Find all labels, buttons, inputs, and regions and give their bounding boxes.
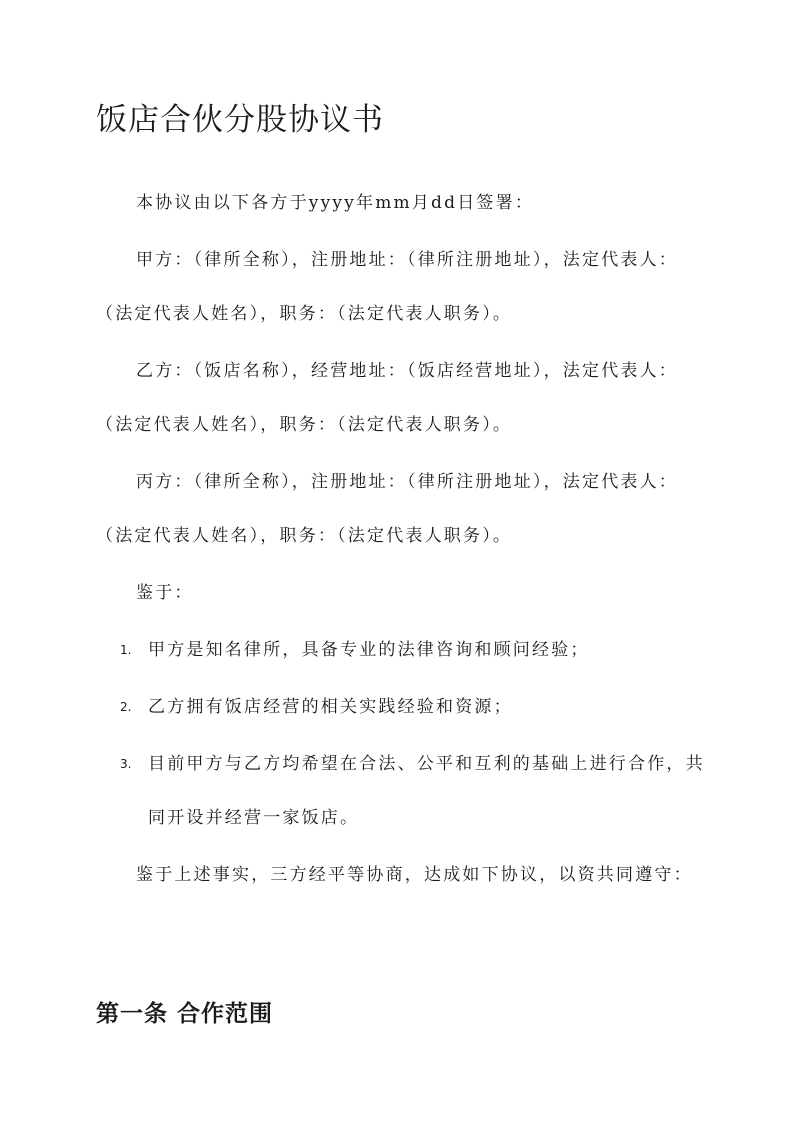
list-item (96, 623, 706, 677)
list-item (96, 737, 706, 845)
list-item-number: 1. (120, 643, 132, 657)
list-item-number: 3. (120, 757, 132, 771)
document-title: 饭店合伙分股协议书 (96, 102, 384, 138)
party-a-paragraph: 甲方：（律所全称），注册地址：（律所注册地址），法定代表人：（法定代表人姓名），职务：（法定代表人职务）。 (96, 250, 678, 324)
list-item (96, 680, 706, 734)
section-heading: 第一条 合作范围 (96, 1000, 274, 1027)
list-item-text: 乙方拥有饭店经营的相关实践经验和资源； (148, 697, 513, 717)
list-item-text: 甲方是知名律所，具备专业的法律咨询和顾问经验； (148, 640, 590, 660)
document-body (96, 176, 706, 905)
party-c-paragraph: 丙方：（律所全称），注册地址：（律所注册地址），法定代表人：（法定代表人姓名），职务：（法定代表人职务）。 (96, 472, 678, 546)
agreement-statement: 鉴于上述事实，三方经平等协商，达成如下协议，以资共同遵守： (136, 865, 693, 885)
whereas-label: 鉴于： (136, 583, 194, 603)
recitals-list (96, 623, 706, 845)
list-item-number: 2. (120, 700, 132, 714)
party-b-paragraph: 乙方：（饭店名称），经营地址：（饭店经营地址），法定代表人：（法定代表人姓名），职务：（法定代表人职务）。 (96, 361, 678, 435)
intro-paragraph: 本协议由以下各方于yyyy年mm月dd日签署： (136, 193, 535, 213)
list-item-text: 目前甲方与乙方均希望在合法、公平和互利的基础上进行合作，共同开设并经营一家饭店。 (148, 754, 705, 828)
